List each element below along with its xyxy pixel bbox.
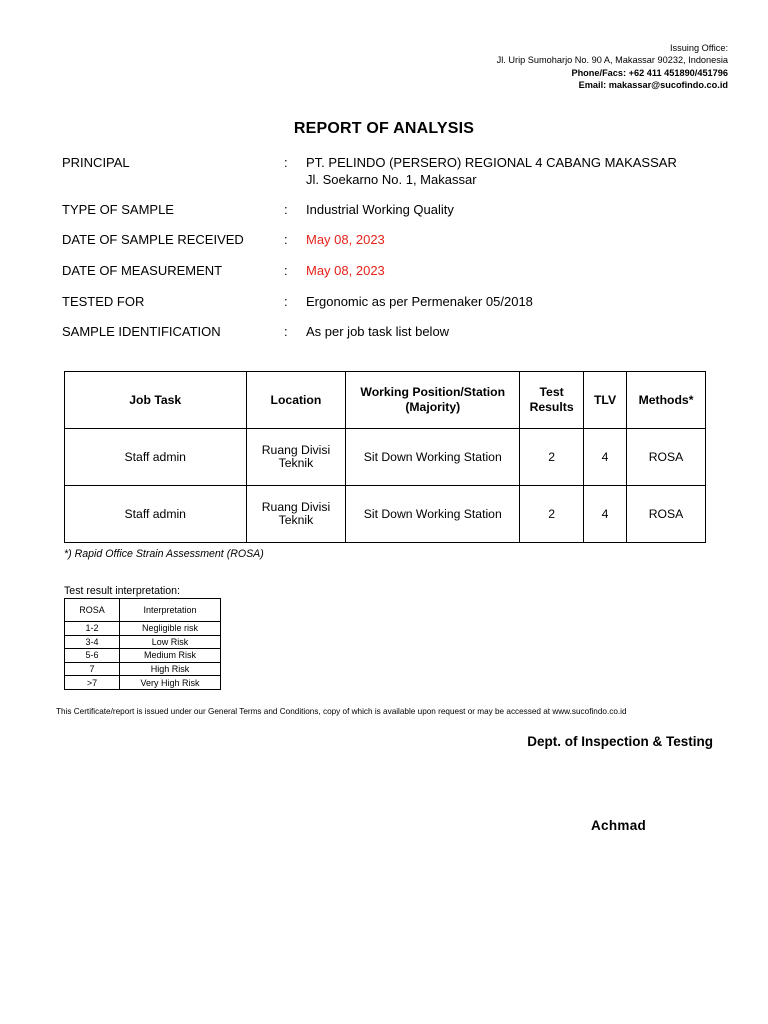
header-methods: Methods* bbox=[627, 372, 706, 429]
results-table bbox=[64, 371, 706, 543]
measurement-label: DATE OF MEASUREMENT bbox=[62, 263, 223, 278]
cell-location: Ruang Divisi Teknik bbox=[246, 429, 346, 486]
interpretation-row bbox=[65, 676, 221, 690]
cell-method: ROSA bbox=[627, 486, 706, 543]
rosa-score: 1-2 bbox=[65, 622, 120, 636]
identification-value: As per job task list below bbox=[306, 324, 450, 339]
colon: : bbox=[284, 202, 288, 217]
interpretation-label: Test result interpretation: bbox=[64, 585, 180, 597]
cell-location: Ruang Divisi Teknik bbox=[246, 486, 346, 543]
colon: : bbox=[284, 324, 288, 339]
cell-method: ROSA bbox=[627, 429, 706, 486]
interpretation-table bbox=[64, 598, 221, 690]
header-location: Location bbox=[246, 372, 346, 429]
principal-value: PT. PELINDO (PERSERO) REGIONAL 4 CABANG MAKASSAR bbox=[306, 155, 677, 170]
rosa-score: 7 bbox=[65, 662, 120, 676]
cell-working-position: Sit Down Working Station bbox=[346, 429, 520, 486]
type-label: TYPE OF SAMPLE bbox=[62, 202, 174, 217]
interpretation-row bbox=[65, 622, 221, 636]
identification-label: SAMPLE IDENTIFICATION bbox=[62, 324, 221, 339]
office-phone: Phone/Facs: +62 411 451890/451796 bbox=[571, 67, 728, 78]
cell-job-task: Staff admin bbox=[65, 429, 247, 486]
risk-level: High Risk bbox=[120, 662, 221, 676]
risk-level: Very High Risk bbox=[120, 676, 221, 690]
cell-working-position: Sit Down Working Station bbox=[346, 486, 520, 543]
header-job-task: Job Task bbox=[65, 372, 247, 429]
principal-label: PRINCIPAL bbox=[62, 155, 130, 170]
table-row bbox=[65, 429, 706, 486]
report-title: REPORT OF ANALYSIS bbox=[293, 120, 475, 137]
tested-value: Ergonomic as per Permenaker 05/2018 bbox=[306, 294, 533, 309]
office-email: Email: makassar@sucofindo.co.id bbox=[578, 80, 728, 91]
colon: : bbox=[284, 155, 288, 170]
cell-job-task: Staff admin bbox=[65, 486, 247, 543]
cell-tlv: 4 bbox=[584, 486, 627, 543]
header-working-position: Working Position/Station (Majority) bbox=[346, 372, 520, 429]
cell-test-result: 2 bbox=[520, 486, 584, 543]
interpretation-header-row bbox=[65, 599, 221, 622]
measurement-value: May 08, 2023 bbox=[306, 263, 385, 278]
cell-tlv: 4 bbox=[584, 429, 627, 486]
table-header-row bbox=[65, 372, 706, 429]
table-row bbox=[65, 486, 706, 543]
risk-level: Medium Risk bbox=[120, 649, 221, 663]
terms-statement: This Certificate/report is issued under our General Terms and Conditions, copy of which is available upon request or may be accessed at www.sucofindo.co.id bbox=[56, 707, 627, 716]
header-interpretation: Interpretation bbox=[120, 599, 221, 622]
interpretation-row bbox=[65, 649, 221, 663]
header-test-results: Test Results bbox=[520, 372, 584, 429]
colon: : bbox=[284, 294, 288, 309]
rosa-score: >7 bbox=[65, 676, 120, 690]
issuing-office-label: Issuing Office: bbox=[669, 43, 728, 53]
header-tlv: TLV bbox=[584, 372, 627, 429]
interpretation-row bbox=[65, 635, 221, 649]
header-rosa: ROSA bbox=[65, 599, 120, 622]
risk-level: Negligible risk bbox=[120, 622, 221, 636]
interpretation-row bbox=[65, 662, 221, 676]
department-name: Dept. of Inspection & Testing bbox=[527, 734, 713, 749]
issuing-office-block bbox=[497, 42, 728, 92]
rosa-score: 5-6 bbox=[65, 649, 120, 663]
colon: : bbox=[284, 263, 288, 278]
office-address: Jl. Urip Sumoharjo No. 90 A, Makassar 90232, Indonesia bbox=[496, 55, 728, 66]
risk-level: Low Risk bbox=[120, 635, 221, 649]
rosa-score: 3-4 bbox=[65, 635, 120, 649]
principal-address: Jl. Soekarno No. 1, Makassar bbox=[306, 172, 477, 187]
cell-test-result: 2 bbox=[520, 429, 584, 486]
type-value: Industrial Working Quality bbox=[306, 202, 454, 217]
colon: : bbox=[284, 232, 288, 247]
received-label: DATE OF SAMPLE RECEIVED bbox=[62, 232, 244, 247]
tested-label: TESTED FOR bbox=[62, 294, 145, 309]
received-value: May 08, 2023 bbox=[306, 232, 385, 247]
rosa-footnote: *) Rapid Office Strain Assessment (ROSA) bbox=[64, 548, 264, 560]
signatory-name: Achmad bbox=[591, 818, 647, 833]
